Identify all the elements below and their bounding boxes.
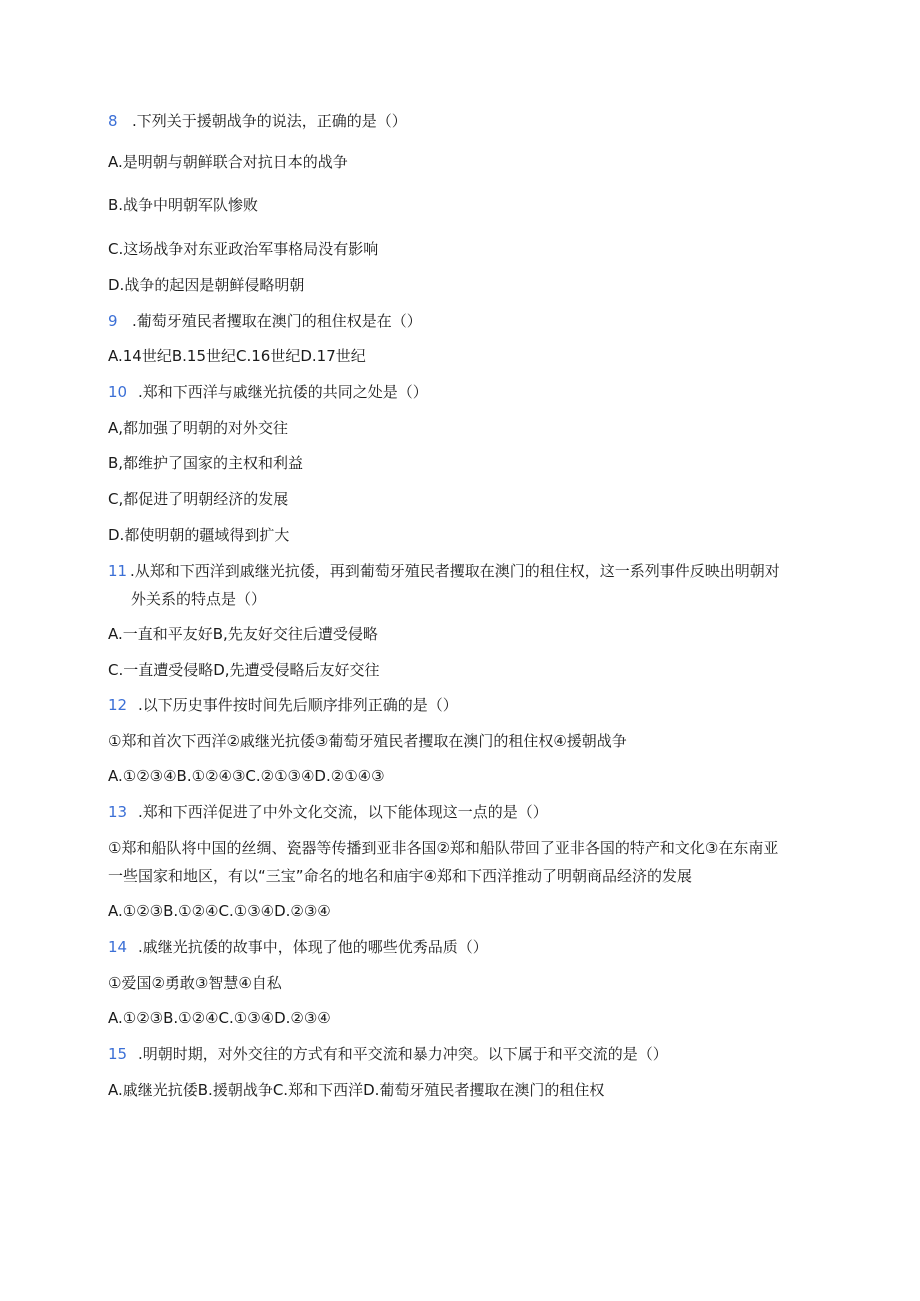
question-number: 10 [108,383,128,401]
item-list-line: 一些国家和地区，有以“三宝”命名的地名和庙宇④郑和下西洋推动了明朝商品经济的发展 [108,867,692,885]
option-line: B.战争中明朝军队惨败 [108,196,259,214]
question-number: 8 [108,112,118,130]
item-list-line: ①郑和首次下西洋②戚继光抗倭③葡萄牙殖民者攫取在澳门的租住权④援朝战争 [108,732,627,750]
option-line: A.14世纪B.15世纪C.16世纪D.17世纪 [108,347,366,365]
question-text: .戚继光抗倭的故事中，体现了他的哪些优秀品质（） [138,938,488,956]
question-number: 9 [108,312,118,330]
option-line: C.一直遭受侵略D,先遭受侵略后友好交往 [108,661,380,679]
option-line: B,都维护了国家的主权和利益 [108,454,304,472]
option-line: A,都加强了明朝的对外交往 [108,419,289,437]
option-line: A.戚继光抗倭B.援朝战争C.郑和下西洋D.葡萄牙殖民者攫取在澳门的租住权 [108,1081,605,1099]
question-10-stem [108,382,428,402]
question-9-stem [108,311,422,331]
question-13-stem [108,802,548,822]
item-list-line: ①郑和船队将中国的丝绸、瓷器等传播到亚非各国②郑和船队带回了亚非各国的特产和文化③在东南亚 [108,839,779,857]
option-line: A.①②③④B.①②④③C.②①③④D.②①④③ [108,767,385,785]
question-text: .下列关于援朝战争的说法，正确的是（） [132,112,407,130]
question-text: .葡萄牙殖民者攫取在澳门的租住权是在（） [132,312,422,330]
option-line: D.战争的起因是朝鲜侵略明朝 [108,276,305,294]
question-number: 14 [108,938,128,956]
question-8-stem [108,111,407,131]
option-line: C,都促进了明朝经济的发展 [108,490,289,508]
option-line: A.①②③B.①②④C.①③④D.②③④ [108,902,331,920]
question-number: 13 [108,803,128,821]
question-text: .明朝时期，对外交往的方式有和平交流和暴力冲突。以下属于和平交流的是（） [138,1045,668,1063]
question-text: .郑和下西洋促进了中外文化交流，以下能体现这一点的是（） [138,803,548,821]
question-11-stem [108,561,780,581]
question-15-stem [108,1044,668,1064]
option-line: A.①②③B.①②④C.①③④D.②③④ [108,1009,331,1027]
question-text-continued: 外关系的特点是（） [131,590,267,608]
question-text: .郑和下西洋与戚继光抗倭的共同之处是（） [138,383,428,401]
question-number: 15 [108,1045,128,1063]
option-line: D.都使明朝的疆域得到扩大 [108,526,290,544]
question-14-stem [108,937,488,957]
question-text: .从郑和下西洋到戚继光抗倭，再到葡萄牙殖民者攫取在澳门的租住权，这一系列事件反映出明朝对 [130,562,780,580]
option-line: C.这场战争对东亚政治军事格局没有影响 [108,240,379,258]
option-line: A.是明朝与朝鲜联合对抗日本的战争 [108,153,348,171]
question-12-stem [108,695,458,715]
option-line: A.一直和平友好B,先友好交往后遭受侵略 [108,625,378,643]
item-list-line: ①爱国②勇敢③智慧④自私 [108,974,282,992]
question-text: .以下历史事件按时间先后顺序排列正确的是（） [138,696,458,714]
question-number: 11 [108,562,128,580]
question-number: 12 [108,696,128,714]
